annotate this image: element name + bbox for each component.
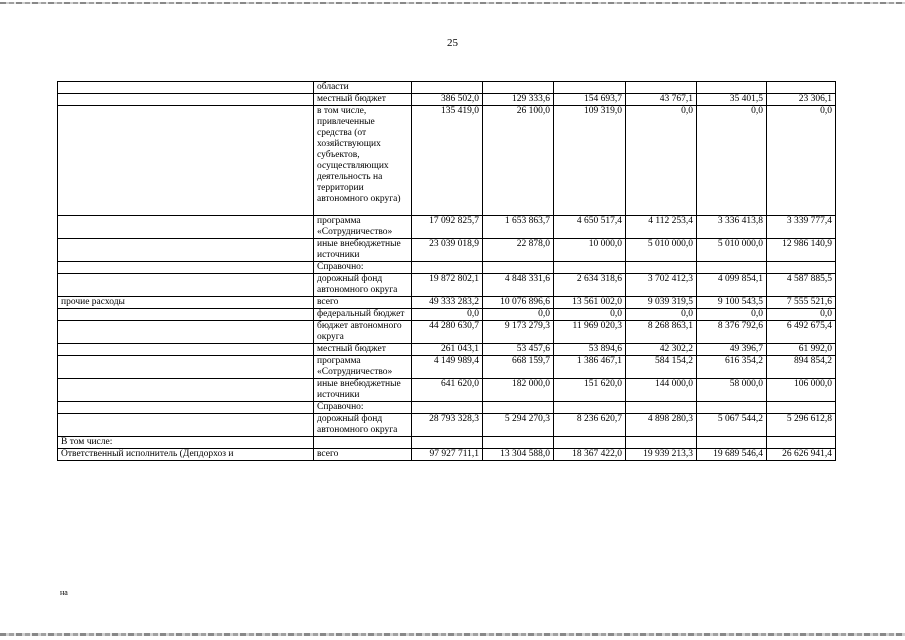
value-cell: 3 339 777,4	[767, 216, 836, 239]
value-cell: 4 650 517,4	[554, 216, 626, 239]
row-funding-source: Справочно:	[314, 262, 412, 274]
footer-note: на	[60, 588, 68, 597]
value-cell: 135 419,0	[412, 106, 483, 216]
row-label: Ответственный исполнитель (Депдорхоз и	[58, 449, 314, 461]
value-cell: 5 296 612,8	[767, 414, 836, 437]
table-row	[58, 262, 836, 274]
table-row	[58, 344, 836, 356]
value-cell	[767, 402, 836, 414]
value-cell: 4 112 253,4	[626, 216, 697, 239]
table-row	[58, 321, 836, 344]
value-cell: 894 854,2	[767, 356, 836, 379]
value-cell: 10 000,0	[554, 239, 626, 262]
row-label	[58, 414, 314, 437]
value-cell	[554, 402, 626, 414]
value-cell: 0,0	[697, 106, 767, 216]
value-cell: 616 354,2	[697, 356, 767, 379]
row-label	[58, 344, 314, 356]
value-cell: 26 626 941,4	[767, 449, 836, 461]
row-funding-source: Справочно:	[314, 402, 412, 414]
value-cell: 5 294 270,3	[483, 414, 554, 437]
value-cell	[554, 262, 626, 274]
value-cell: 0,0	[626, 106, 697, 216]
value-cell: 106 000,0	[767, 379, 836, 402]
row-funding-source: местный бюджет	[314, 344, 412, 356]
row-label	[58, 216, 314, 239]
value-cell: 154 693,7	[554, 94, 626, 106]
value-cell	[554, 82, 626, 94]
value-cell: 17 092 825,7	[412, 216, 483, 239]
row-funding-source: дорожный фонд автономного округа	[314, 274, 412, 297]
value-cell: 0,0	[767, 309, 836, 321]
row-funding-source	[314, 437, 412, 449]
value-cell: 4 149 989,4	[412, 356, 483, 379]
value-cell	[767, 82, 836, 94]
row-funding-source: дорожный фонд автономного округа	[314, 414, 412, 437]
table-row	[58, 309, 836, 321]
table-row	[58, 402, 836, 414]
value-cell: 0,0	[767, 106, 836, 216]
value-cell: 43 767,1	[626, 94, 697, 106]
value-cell: 109 319,0	[554, 106, 626, 216]
value-cell: 1 653 863,7	[483, 216, 554, 239]
value-cell	[626, 262, 697, 274]
value-cell: 668 159,7	[483, 356, 554, 379]
value-cell: 9 173 279,3	[483, 321, 554, 344]
value-cell: 18 367 422,0	[554, 449, 626, 461]
value-cell: 3 336 413,8	[697, 216, 767, 239]
value-cell	[483, 402, 554, 414]
value-cell: 5 067 544,2	[697, 414, 767, 437]
value-cell	[697, 437, 767, 449]
value-cell: 5 010 000,0	[697, 239, 767, 262]
value-cell: 8 268 863,1	[626, 321, 697, 344]
value-cell	[412, 82, 483, 94]
row-label	[58, 94, 314, 106]
value-cell	[697, 262, 767, 274]
value-cell	[483, 82, 554, 94]
value-cell	[767, 262, 836, 274]
value-cell: 584 154,2	[626, 356, 697, 379]
value-cell: 49 333 283,2	[412, 297, 483, 309]
value-cell: 9 039 319,5	[626, 297, 697, 309]
scan-edge-bottom	[0, 633, 905, 636]
value-cell: 35 401,5	[697, 94, 767, 106]
value-cell: 11 969 020,3	[554, 321, 626, 344]
value-cell: 8 236 620,7	[554, 414, 626, 437]
value-cell	[412, 262, 483, 274]
budget-table	[57, 81, 836, 461]
value-cell: 13 561 002,0	[554, 297, 626, 309]
scan-edge-top	[0, 2, 905, 4]
value-cell: 10 076 896,6	[483, 297, 554, 309]
value-cell: 144 000,0	[626, 379, 697, 402]
value-cell: 151 620,0	[554, 379, 626, 402]
row-funding-source: иные внебюджетные источники	[314, 379, 412, 402]
row-funding-source: в том числе, привлеченные средства (от хозяйствующих субъектов, осуществляющих деятельность на территории автономного округа)	[314, 106, 412, 216]
value-cell: 182 000,0	[483, 379, 554, 402]
value-cell	[767, 437, 836, 449]
table-row	[58, 297, 836, 309]
value-cell: 261 043,1	[412, 344, 483, 356]
value-cell	[626, 437, 697, 449]
value-cell	[412, 437, 483, 449]
table-row	[58, 414, 836, 437]
row-label	[58, 82, 314, 94]
table-row	[58, 106, 836, 216]
value-cell	[412, 402, 483, 414]
value-cell: 61 992,0	[767, 344, 836, 356]
value-cell: 12 986 140,9	[767, 239, 836, 262]
value-cell: 19 689 546,4	[697, 449, 767, 461]
row-label	[58, 309, 314, 321]
value-cell: 28 793 328,3	[412, 414, 483, 437]
value-cell	[697, 82, 767, 94]
row-label	[58, 106, 314, 216]
value-cell: 22 878,0	[483, 239, 554, 262]
value-cell: 4 848 331,6	[483, 274, 554, 297]
row-funding-source: местный бюджет	[314, 94, 412, 106]
table-row	[58, 356, 836, 379]
table-row	[58, 239, 836, 262]
value-cell: 19 939 213,3	[626, 449, 697, 461]
table-row	[58, 94, 836, 106]
table-row	[58, 449, 836, 461]
table-row	[58, 437, 836, 449]
row-funding-source: иные внебюджетные источники	[314, 239, 412, 262]
value-cell	[626, 82, 697, 94]
value-cell: 0,0	[697, 309, 767, 321]
value-cell: 0,0	[626, 309, 697, 321]
value-cell: 5 010 000,0	[626, 239, 697, 262]
row-label: прочие расходы	[58, 297, 314, 309]
value-cell: 49 396,7	[697, 344, 767, 356]
row-label	[58, 379, 314, 402]
value-cell	[626, 402, 697, 414]
row-label: В том числе:	[58, 437, 314, 449]
value-cell: 58 000,0	[697, 379, 767, 402]
row-label	[58, 321, 314, 344]
value-cell	[483, 262, 554, 274]
value-cell: 4 587 885,5	[767, 274, 836, 297]
value-cell: 7 555 521,6	[767, 297, 836, 309]
row-funding-source: программа «Сотрудничество»	[314, 356, 412, 379]
value-cell: 386 502,0	[412, 94, 483, 106]
row-label	[58, 239, 314, 262]
value-cell: 44 280 630,7	[412, 321, 483, 344]
value-cell: 1 386 467,1	[554, 356, 626, 379]
value-cell: 3 702 412,3	[626, 274, 697, 297]
value-cell: 42 302,2	[626, 344, 697, 356]
page-number: 25	[447, 37, 458, 49]
value-cell: 97 927 711,1	[412, 449, 483, 461]
row-label	[58, 356, 314, 379]
value-cell: 53 457,6	[483, 344, 554, 356]
row-funding-source: бюджет автономного округа	[314, 321, 412, 344]
value-cell: 26 100,0	[483, 106, 554, 216]
value-cell: 9 100 543,5	[697, 297, 767, 309]
table-row	[58, 216, 836, 239]
value-cell: 6 492 675,4	[767, 321, 836, 344]
value-cell: 641 620,0	[412, 379, 483, 402]
table-row	[58, 274, 836, 297]
value-cell: 8 376 792,6	[697, 321, 767, 344]
row-funding-source: всего	[314, 297, 412, 309]
value-cell: 4 099 854,1	[697, 274, 767, 297]
value-cell	[697, 402, 767, 414]
value-cell	[554, 437, 626, 449]
value-cell: 0,0	[412, 309, 483, 321]
value-cell: 129 333,6	[483, 94, 554, 106]
value-cell: 23 306,1	[767, 94, 836, 106]
row-funding-source: федеральный бюджет	[314, 309, 412, 321]
row-funding-source: области	[314, 82, 412, 94]
value-cell: 0,0	[554, 309, 626, 321]
value-cell: 4 898 280,3	[626, 414, 697, 437]
value-cell: 23 039 018,9	[412, 239, 483, 262]
row-funding-source: всего	[314, 449, 412, 461]
value-cell: 13 304 588,0	[483, 449, 554, 461]
value-cell: 2 634 318,6	[554, 274, 626, 297]
value-cell: 0,0	[483, 309, 554, 321]
table-row	[58, 82, 836, 94]
row-label	[58, 402, 314, 414]
value-cell	[483, 437, 554, 449]
value-cell: 19 872 802,1	[412, 274, 483, 297]
row-label	[58, 274, 314, 297]
table-row	[58, 379, 836, 402]
value-cell: 53 894,6	[554, 344, 626, 356]
row-label	[58, 262, 314, 274]
row-funding-source: программа «Сотрудничество»	[314, 216, 412, 239]
budget-table-body	[58, 82, 836, 461]
